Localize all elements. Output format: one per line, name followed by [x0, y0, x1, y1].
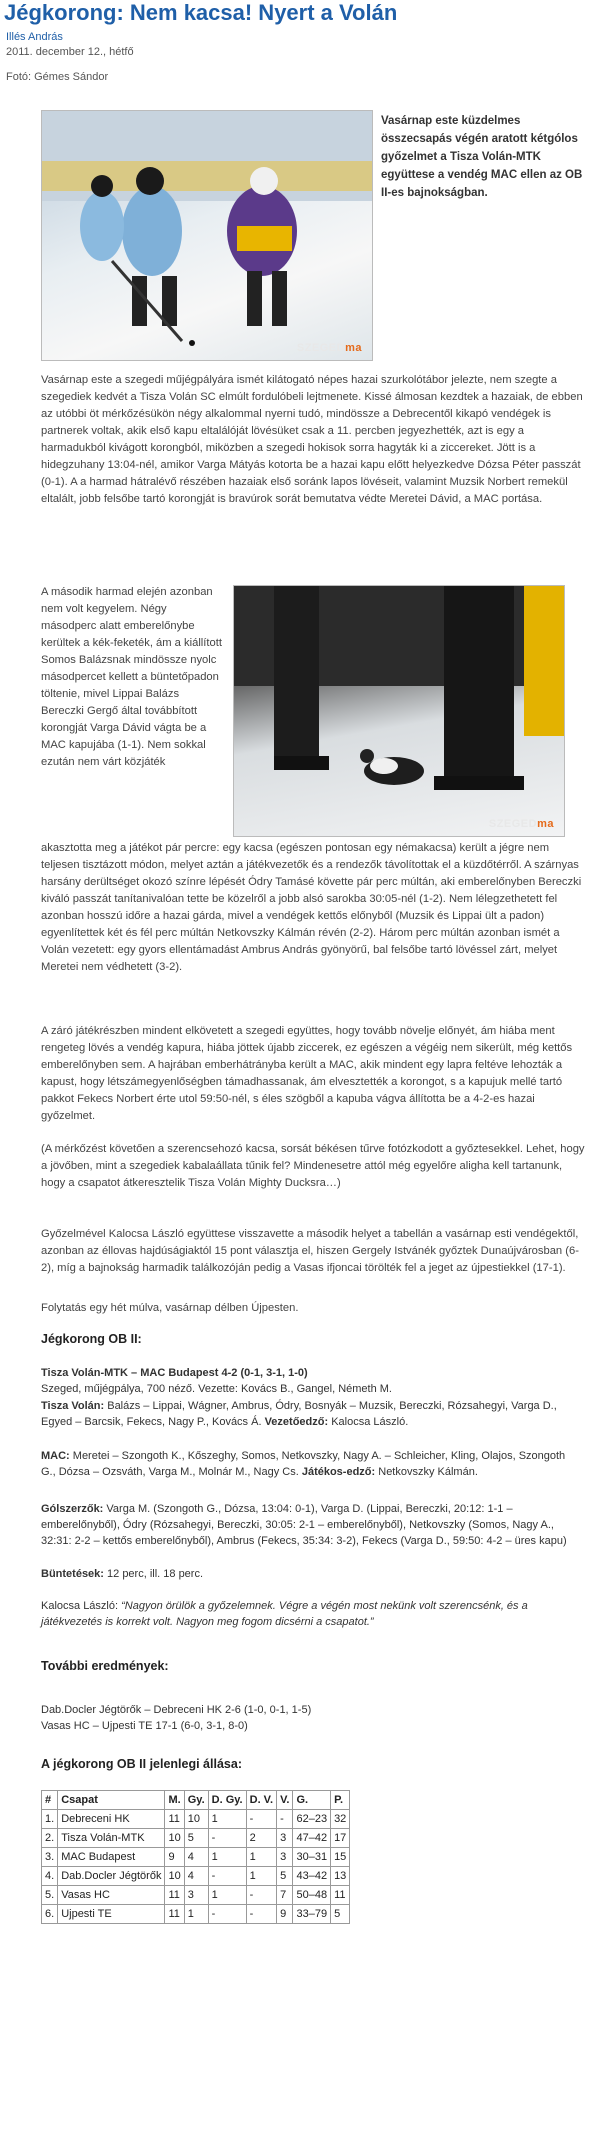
article-lead: Vasárnap este küzdelmes összecsapás végén aratott kétgólos győzelmet a Tisza Volán-MTK együttese a vendég MAC ellen az OB II-es bajnokságban.: [381, 115, 583, 199]
cell: Tisza Volán-MTK: [58, 1829, 165, 1848]
cell: -: [208, 1867, 246, 1886]
cell: 15: [331, 1848, 350, 1867]
cell: 11: [165, 1886, 184, 1905]
standings-heading: A jégkorong OB II jelenlegi állása:: [41, 1757, 242, 1771]
author-link[interactable]: Illés András: [6, 31, 63, 43]
paragraph-3: A záró játékrészben mindent elkövetett a szegedi együttes, hogy tovább növelje előnyét, ám hiába ment rengeteg lövés a vendég kapura, hiába jöttek újabb ziccerek, ez egészen a végéig nem sikerült, még kettős emberelőnyben sem. A hajrában emberhátrányba került a MAC, akik mindent egy lapra feltéve lehozták a kapust, hogy létszámegyenlőségben támadhassanak, ám elvesztették a korongot, s a kapujuk mellé tartó pakkot Fekecs Norbert érte utol 59:50-nél, s éles szögből a kapuba vágva állította be a 4-2-es hazai győzelmet.: [41, 1025, 573, 1122]
cell: 9: [165, 1848, 184, 1867]
cell: 7: [277, 1886, 293, 1905]
photo-watermark: SZEGEDma: [296, 342, 362, 354]
cell: 4: [184, 1848, 208, 1867]
cell: 1.: [42, 1810, 58, 1829]
cell: 3: [277, 1848, 293, 1867]
cell: 1: [208, 1810, 246, 1829]
cell: 13: [331, 1867, 350, 1886]
cell: -: [208, 1905, 246, 1924]
cell: -: [208, 1829, 246, 1848]
home-lineup: Tisza Volán: Balázs – Lippai, Wágner, Ambrus, Ódry, Bosnyák – Muzsik, Bereczki, Rózsahegyi, Varga D., Egyed – Barcsik, Fekecs, Nagy P., Kovács Á. Vezetőedző: Kalocsa László.: [41, 1400, 557, 1428]
cell: 9: [277, 1905, 293, 1924]
col-losses: V.: [277, 1791, 293, 1810]
cell: 10: [184, 1810, 208, 1829]
cell: 3: [277, 1829, 293, 1848]
summary-heading: Jégkorong OB II:: [41, 1332, 142, 1346]
table-row: [42, 1886, 350, 1905]
col-ot-wins: D. Gy.: [208, 1791, 246, 1810]
cell: 17: [331, 1829, 350, 1848]
cell: 5: [331, 1905, 350, 1924]
table-row: [42, 1810, 350, 1829]
away-lineup: MAC: Meretei – Szongoth K., Kőszeghy, Somos, Netkovszky, Nagy A. – Schleicher, Kling, Olajos, Szongoth G., Dózsa – Ozsváth, Varga M., Molnár M., Nagy Cs. Játékos-edző: Netkovszky Kálmán.: [41, 1450, 566, 1478]
cell: 4.: [42, 1867, 58, 1886]
table-header-row: [42, 1791, 350, 1810]
cell: 3.: [42, 1848, 58, 1867]
cell: Debreceni HK: [58, 1810, 165, 1829]
table-row: [42, 1867, 350, 1886]
cell: 2: [246, 1829, 276, 1848]
cell: 11: [165, 1905, 184, 1924]
cell: 2.: [42, 1829, 58, 1848]
result-line-1: Dab.Docler Jégtörők – Debreceni HK 2-6 (1-0, 0-1, 1-5): [41, 1704, 312, 1716]
cell: 5.: [42, 1886, 58, 1905]
paragraph-5: Győzelmével Kalocsa László együttese visszavette a második helyet a tabellán a vasárnap esti vendégektől, azonban az éllovas hajdúságiaktól 15 pont választja el, hiszen Gergely Istvánék győztek Dunaújvárosban (6-2), míg a bajnokság harmadik találkozóján pedig a Vasas ifjoncai törölték fel a jeget az újpestiekkel (17-1).: [41, 1228, 579, 1274]
paragraph-2-cont: akasztotta meg a játékot pár percre: egy kacsa (egészen pontosan egy némakacsa) került a jégre nem teljesen tisztázott módon, melyet aztán a játékvezetők és a rendezők távolítottak el a küzdőtérről. A szárnyas harsány derültséget okozó színre lépését Ódry Tamásé követte pár perc múltán, aki emberelőnyben Bereczki kiváló passzát tanítanivalóan tette be közelről a jobb alsó sarokba 30:05-nél (1-2). Nem lélegzethetett fel azonban hosszú időre a hazai gárda, mivel a vendégek kettős előnyből (Muzsik és Lippai ült a padon) egyenlítettek két és fél perc múltán Netkovszky Kálmán révén (2-2). Három perc múltán azonban ismét a Volán vezetett: egy gyors ellentámadást Ambrus András gyönyörű, bal felsőbe tartó lövéssel zárt, melyet Meretei nem védhetett (3-2).: [41, 842, 582, 973]
cell: 4: [184, 1867, 208, 1886]
cell: 1: [246, 1867, 276, 1886]
duck-illustration: [234, 586, 564, 836]
goal-scorers: Gólszerzők: Varga M. (Szongoth G., Dózsa, 13:04: 0-1), Varga D. (Lippai, Bereczki, 20:12: 1-1 – emberelőnyből), Ódry (Rózsahegyi, Bereczki, 30:05: 2-1 – emberelőnyből), Netkovszky (Somos, Nagy A., 32:31: 2-2 – kettős emberelőnyből), Ambrus (Fekecs, 35:34: 3-2), Fekecs (Varga D., 59:50: 4-2 – üres kapu): [41, 1503, 567, 1547]
cell: 11: [331, 1886, 350, 1905]
photo-credit: Fotó: Gémes Sándor: [6, 71, 109, 83]
paragraph-1: Vasárnap este a szegedi műjégpályára ismét kilátogató népes hazai szurkolótábor jelezte, nem szegte a szegediek kedvét a Tisza Volán SC elmúlt fordulóbeli lejtmenete. Kissé álmosan kezdtek a hazaiak, de ebben az utóbbi öt mérkőzésükön négy alkalommal nyerni tudó, mindössze a Debrecentől kikapó vendégek is partnerek voltak, akik első kapu eltalálóját lövésüket csak a 11. percben jegyezhették, azt is egy a harmadukból kivágott korongból, miközben a szegedi hokisok sorra hagyták ki a ziccereket. Jött is a hidegzuhany 13:04-nél, amikor Varga Mátyás kotorta be a hazai kapu előtt helyezkedve Dózsa Péter passzát (0-1). A a harmad hátralévő részében hazaiak első soránk lapos lövéseit, valamint Muzsik Norbert remekül eltalált, jobb felsőbe tartó korongját is bravúrok sorát bemutatva védte Meretei Dávid, a MAC portása.: [41, 374, 583, 505]
table-row: [42, 1905, 350, 1924]
cell: 32: [331, 1810, 350, 1829]
cell: 5: [184, 1829, 208, 1848]
coach-quote: Kalocsa László: “Nagyon örülök a győzelemnek. Végre a végén most nekünk volt szerencsénk, és a játékvezetés is korrekt volt. Nagyon meg fogom dicsérni a csapatot.”: [41, 1600, 528, 1628]
hockey-players-photo: [41, 110, 373, 361]
table-row: [42, 1829, 350, 1848]
cell: 10: [165, 1829, 184, 1848]
cell: 1: [208, 1848, 246, 1867]
table-row: [42, 1848, 350, 1867]
cell: -: [246, 1886, 276, 1905]
cell: 11: [165, 1810, 184, 1829]
cell: 1: [184, 1905, 208, 1924]
result-line-2: Vasas HC – Ujpesti TE 17-1 (6-0, 3-1, 8-0): [41, 1720, 248, 1732]
cell: 62–23: [293, 1810, 331, 1829]
col-played: M.: [165, 1791, 184, 1810]
cell: -: [246, 1905, 276, 1924]
cell: 10: [165, 1867, 184, 1886]
cell: 6.: [42, 1905, 58, 1924]
paragraph-4: (A mérkőzést követően a szerencsehozó kacsa, sorsát békésen tűrve fotózkodott a győztesekkel. Lehet, hogy a jövőben, mint a szegediek kabalaállata tűnik fel? Mindenesetre attól még egyelőre aligha kell tartanunk, hogy a csapatot átkeresztelik Tisza Volán Mighty Ducksra…): [41, 1143, 585, 1189]
cell: Vasas HC: [58, 1886, 165, 1905]
standings-table: [41, 1790, 350, 1924]
col-ot-losses: D. V.: [246, 1791, 276, 1810]
match-result: Tisza Volán-MTK – MAC Budapest 4-2 (0-1, 3-1, 1-0): [41, 1367, 308, 1379]
cell: 5: [277, 1867, 293, 1886]
cell: -: [246, 1810, 276, 1829]
cell: 50–48: [293, 1886, 331, 1905]
col-rank: #: [42, 1791, 58, 1810]
more-results-heading: További eredmények:: [41, 1659, 169, 1673]
cell: 1: [208, 1886, 246, 1905]
paragraph-6: Folytatás egy hét múlva, vasárnap délben Újpesten.: [41, 1302, 299, 1314]
cell: 33–79: [293, 1905, 331, 1924]
players-illustration: [42, 111, 372, 360]
cell: 3: [184, 1886, 208, 1905]
cell: Dab.Docler Jégtörők: [58, 1867, 165, 1886]
col-points: P.: [331, 1791, 350, 1810]
photo-watermark-2: SZEGEDma: [488, 818, 554, 830]
cell: 47–42: [293, 1829, 331, 1848]
col-goals: G.: [293, 1791, 331, 1810]
cell: 43–42: [293, 1867, 331, 1886]
cell: Ujpesti TE: [58, 1905, 165, 1924]
col-wins: Gy.: [184, 1791, 208, 1810]
article-date: 2011. december 12., hétfő: [6, 46, 134, 58]
cell: MAC Budapest: [58, 1848, 165, 1867]
article-title: Jégkorong: Nem kacsa! Nyert a Volán: [4, 0, 398, 25]
paragraph-2-wrap: A második harmad elején azonban nem volt kegyelem. Négy másodperc alatt emberelőnybe kerültek a kék-feketék, ám a kiállított Somos Balázsnak mindössze nyolc másodpercet kellett a büntetőpadon töltenie, mivel Lippai Balázs Bereczki Gergő által továbbított korongját Varga Dávid vágta be a MAC kapujába (1-1). Nem sokkal ezután nem várt közjáték: [41, 586, 222, 768]
duck-on-ice-photo: [233, 585, 565, 837]
cell: 30–31: [293, 1848, 331, 1867]
penalties: Büntetések: 12 perc, ill. 18 perc.: [41, 1568, 204, 1580]
col-team: Csapat: [58, 1791, 165, 1810]
cell: -: [277, 1810, 293, 1829]
cell: 1: [246, 1848, 276, 1867]
match-venue: Szeged, műjégpálya, 700 néző. Vezette: Kovács B., Gangel, Németh M.: [41, 1383, 392, 1395]
